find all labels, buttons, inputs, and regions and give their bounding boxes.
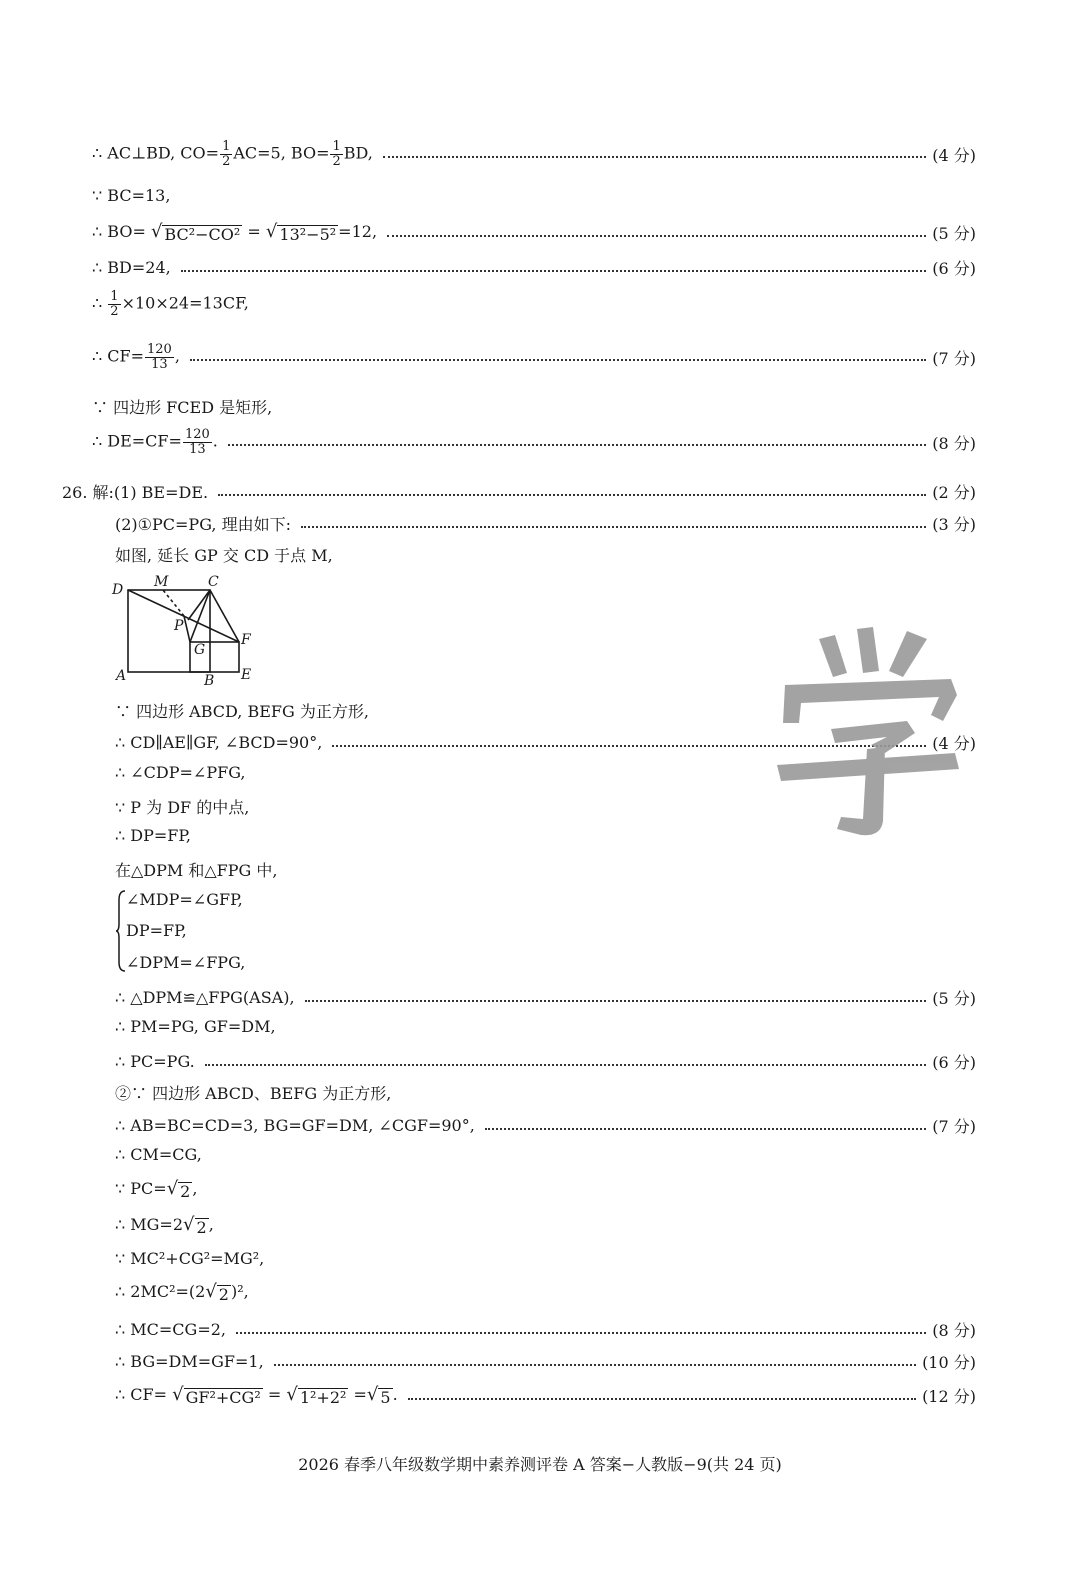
label-d: D xyxy=(112,582,124,598)
dot-leader xyxy=(485,1128,926,1130)
step-line xyxy=(92,428,976,456)
step-text: ∵ PC= √ 2 , xyxy=(115,1178,198,1201)
watermark-logo xyxy=(775,625,960,840)
score-label: (12 分) xyxy=(922,1387,976,1406)
step-line xyxy=(92,343,976,371)
step-line xyxy=(115,1114,976,1137)
geometry-figure xyxy=(108,570,268,688)
step-line xyxy=(62,480,976,503)
step-text: ∵ 四边形 FCED 是矩形, xyxy=(92,398,273,417)
step-text: ∴ BO= √ BC²−CO² = √ 13²−5² =12, xyxy=(92,220,378,244)
step-text: ∵ BC=13, xyxy=(92,186,171,205)
step-text: ∴ DE=CF= $\frac{120}{13}$ . xyxy=(92,427,218,457)
label-e: E xyxy=(241,667,252,683)
score-label: (6 分) xyxy=(932,259,976,278)
step-text: ∴ CD∥AE∥GF, ∠BCD=90°, xyxy=(115,733,323,752)
step-line xyxy=(92,395,976,418)
score-label: (8 分) xyxy=(932,1321,976,1340)
step-line xyxy=(92,256,976,279)
score-label: (6 分) xyxy=(932,1053,976,1072)
step-line xyxy=(115,512,976,535)
dot-leader xyxy=(236,1332,926,1334)
step-text: ∴ $\frac{1}{2}$ ×10×24=13CF, xyxy=(92,289,249,319)
step-text: 在△DPM 和△FPG 中, xyxy=(115,861,278,880)
step-line xyxy=(115,1318,976,1341)
step-line xyxy=(115,1282,976,1304)
score-label: (5 分) xyxy=(932,989,976,1008)
step-line xyxy=(115,1050,976,1073)
score-label: (2 分) xyxy=(932,483,976,502)
dot-leader xyxy=(408,1398,916,1400)
step-text: ∴ ∠CDP=∠PFG, xyxy=(115,763,246,782)
score-label: (5 分) xyxy=(932,224,976,243)
step-line xyxy=(115,1384,976,1407)
step-text: ∴ CM=CG, xyxy=(115,1145,202,1164)
score-label: (4 分) xyxy=(932,145,976,165)
step-text: ∴ 2MC²=(2 √ 2 )², xyxy=(115,1281,249,1304)
step-text: ∠MDP=∠GFP, xyxy=(126,890,243,909)
step-line xyxy=(115,1145,976,1164)
step-text: ∴ BD=24, xyxy=(92,258,171,277)
square-abcd xyxy=(128,590,210,672)
segment-cp xyxy=(188,590,210,620)
step-text: ∴ △DPM≌△FPG(ASA), xyxy=(115,988,295,1007)
dot-leader xyxy=(274,1364,916,1366)
step-line xyxy=(115,1215,976,1237)
step-line xyxy=(92,140,976,168)
label-g: G xyxy=(194,642,206,658)
step-line xyxy=(115,543,976,566)
score-label: (7 分) xyxy=(932,348,976,368)
dot-leader xyxy=(301,526,926,528)
system-brace xyxy=(116,890,126,972)
step-text: ∴ MG=2 √ 2 , xyxy=(115,1214,214,1237)
label-m: M xyxy=(154,574,169,590)
step-text: ∴ AC⊥BD, CO= $\frac{1}{2}$ AC=5, BO= $\frac{1}{2}$ BD, xyxy=(92,139,373,169)
step-line xyxy=(126,921,976,940)
label-a: A xyxy=(116,668,127,684)
label-f: F xyxy=(241,632,251,648)
score-label: (7 分) xyxy=(932,1117,976,1136)
step-text: ∴ PC=PG. xyxy=(115,1052,195,1071)
step-text: 如图, 延长 GP 交 CD 于点 M, xyxy=(115,546,333,565)
step-text: ②∵ 四边形 ABCD、BEFG 为正方形, xyxy=(115,1084,392,1103)
step-line xyxy=(115,1179,976,1201)
label-b: B xyxy=(204,673,215,688)
step-text: ∴ CF= $\frac{120}{13}$ , xyxy=(92,342,180,372)
segment-cf xyxy=(210,590,239,642)
label-c: C xyxy=(208,574,219,590)
dot-leader xyxy=(387,235,926,237)
step-line xyxy=(126,890,976,909)
step-text: ∵ 四边形 ABCD, BEFG 为正方形, xyxy=(115,702,369,721)
question-heading: 26. 解:(1) BE=DE. xyxy=(62,483,209,502)
step-line xyxy=(126,953,976,972)
dot-leader xyxy=(181,270,927,272)
step-text: ∴ CF= √ GF²+CG² = √ 1²+2² = √ 5 . xyxy=(115,1383,398,1407)
score-label: (3 分) xyxy=(932,515,976,534)
step-line xyxy=(92,221,976,244)
score-label: (4 分) xyxy=(932,734,976,753)
step-line xyxy=(115,1249,976,1268)
step-text: ∴ DP=FP, xyxy=(115,826,191,845)
step-text: ∴ BG=DM=GF=1, xyxy=(115,1352,264,1371)
step-text: (2)①PC=PG, 理由如下: xyxy=(115,515,291,534)
dot-leader xyxy=(218,494,926,496)
step-text: ∴ AB=BC=CD=3, BG=GF=DM, ∠CGF=90°, xyxy=(115,1116,475,1135)
step-line xyxy=(92,186,976,205)
step-line xyxy=(115,1017,976,1036)
step-text: ∵ P 为 DF 的中点, xyxy=(115,798,250,817)
page-footer: 2026 春季八年级数学期中素养测评卷 A 答案−人教版−9(共 24 页) xyxy=(298,1455,782,1474)
score-label: (10 分) xyxy=(922,1353,976,1372)
label-p: P xyxy=(174,618,184,634)
dot-leader xyxy=(228,444,926,446)
step-line xyxy=(115,986,976,1009)
step-text: ∴ PM=PG, GF=DM, xyxy=(115,1017,276,1036)
step-line xyxy=(92,290,976,318)
segment-gp xyxy=(184,616,190,642)
step-text: ∠DPM=∠FPG, xyxy=(126,953,246,972)
step-line xyxy=(115,858,976,881)
score-label: (8 分) xyxy=(932,433,976,453)
dot-leader xyxy=(190,359,926,361)
step-line xyxy=(115,1081,976,1104)
dot-leader xyxy=(305,1000,927,1002)
step-line xyxy=(115,1350,976,1373)
dot-leader xyxy=(205,1064,926,1066)
step-text: ∵ MC²+CG²=MG², xyxy=(115,1249,265,1268)
step-text: ∴ MC=CG=2, xyxy=(115,1320,226,1339)
dot-leader xyxy=(383,156,926,158)
step-text: DP=FP, xyxy=(126,921,187,940)
segment-gc xyxy=(190,590,210,642)
